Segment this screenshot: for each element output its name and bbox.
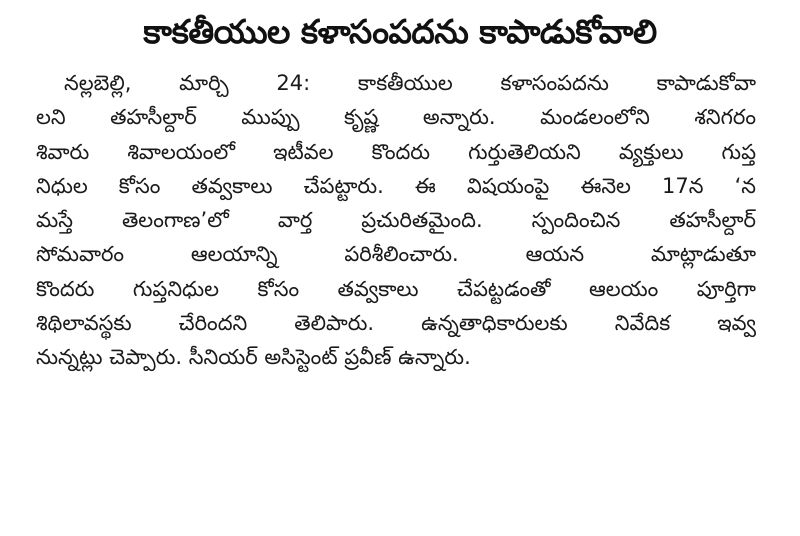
article-line: మస్తే తెలంగాణ’లో వార్త ప్రచురితమైంది. స్పందించిన తహసీల్దార్ <box>36 208 756 233</box>
article-line: నిధుల కోసం తవ్వకాలు చేపట్టారు. ఈ విషయంపై ఈనెల 17న ‘న <box>36 173 756 198</box>
article-body <box>36 66 756 375</box>
article-line: శిథిలావస్థకు చేరిందని తెలిపారు. ఉన్నతాధికారులకు నివేదిక ఇవ్వ <box>36 311 756 336</box>
article-line: కొందరు గుప్తనిధుల కోసం తవ్వకాలు చేపట్టడంతో ఆలయం పూర్తిగా <box>36 276 756 301</box>
article-line: లని తహసీల్దార్ ముప్పు కృష్ణ అన్నారు. మండలంలోని శనిగరం <box>36 105 756 130</box>
article-line: నున్నట్లు చెప్పారు. సీనియర్ అసిస్టెంట్ ప్రవీణ్ ఉన్నారు. <box>36 345 471 370</box>
headline: కాకతీయుల కళాసంపదను కాపాడుకోవాలి <box>143 12 657 51</box>
article-line: శివారు శివాలయంలో ఇటీవల కొందరు గుర్తుతెలియని వ్యక్తులు గుప్త <box>36 139 756 164</box>
article-line: నల్లబెల్లి, మార్చి 24: కాకతీయుల కళాసంపదను కాపాడుకోవా <box>64 71 756 95</box>
article-line: సోమవారం ఆలయాన్ని పరిశీలించారు. ఆయన మాట్లాడుతూ <box>36 242 756 267</box>
